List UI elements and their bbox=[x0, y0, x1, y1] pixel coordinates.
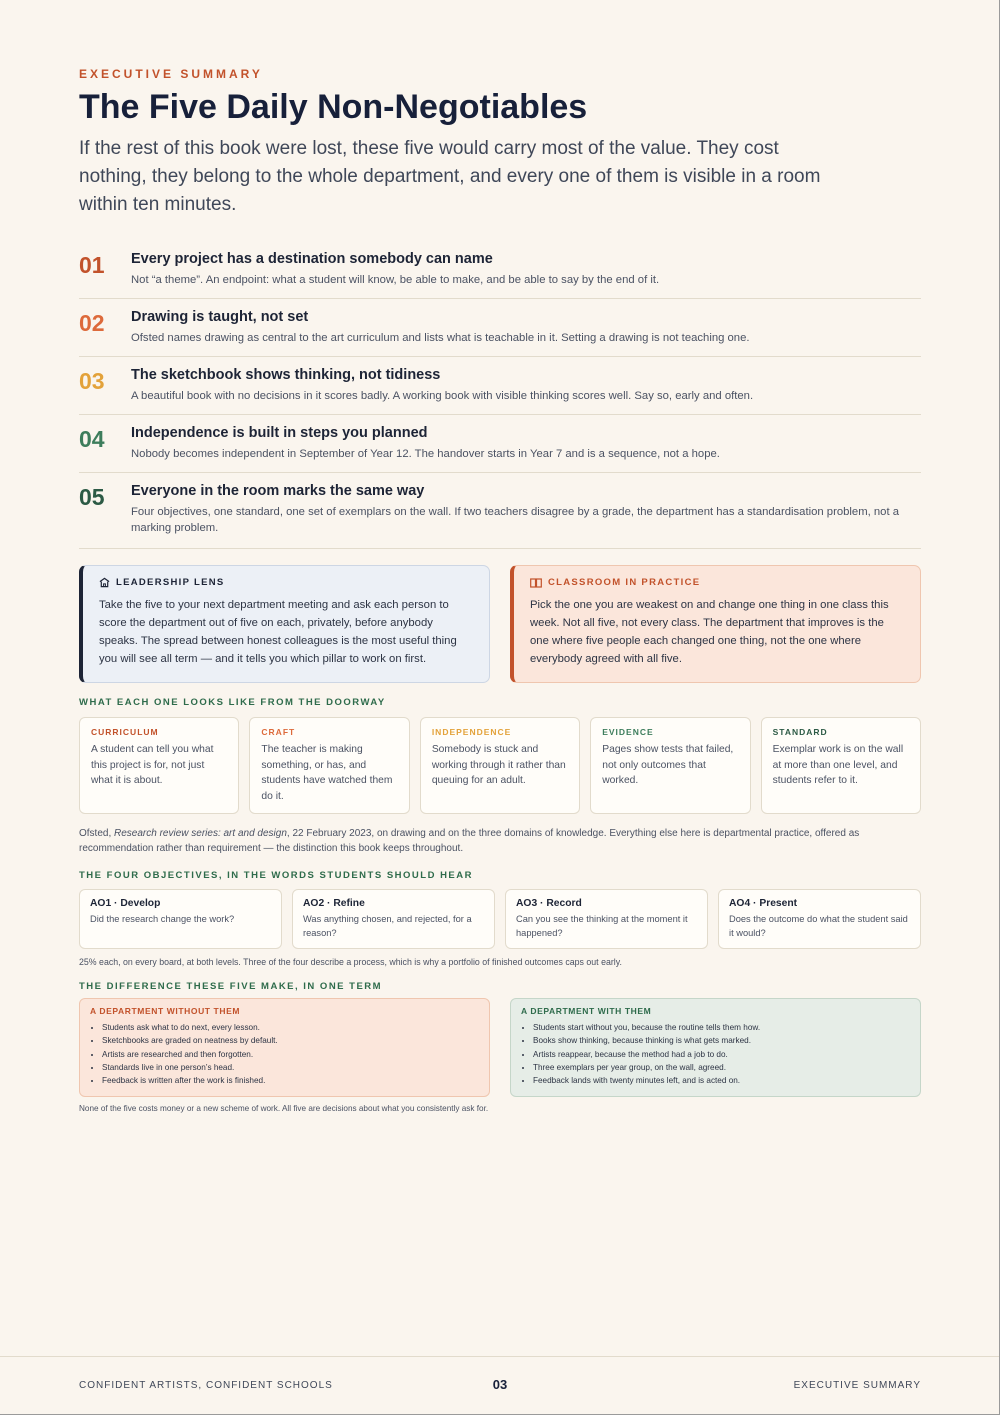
pillar-title: The sketchbook shows thinking, not tidiness bbox=[131, 367, 441, 383]
list-item: • Students ask what to do next, every lesson. bbox=[102, 1021, 479, 1034]
footer-book-title: CONFIDENT ARTISTS, CONFIDENT SCHOOLS bbox=[79, 1380, 333, 1391]
list-item: • Students start without you, because the routine tells them how. bbox=[533, 1021, 910, 1034]
source-note-suffix: , 22 February 2023, on drawing and on the three domains of knowledge. Everything else here is departmental practice, offered as recommendation rather than requirement — the distinction this book keeps throughout. bbox=[79, 828, 860, 854]
with-list bbox=[521, 1021, 910, 1087]
page-title: The Five Daily Non-Negotiables bbox=[79, 88, 588, 126]
without-heading: A DEPARTMENT WITHOUT THEM bbox=[90, 1006, 241, 1016]
doorway-cards bbox=[79, 717, 921, 814]
list-item: • Three exemplars per year group, on the wall, agreed. bbox=[533, 1061, 910, 1074]
pillar-text: A beautiful book with no decisions in it scores badly. A working book with visible thinking scores well. Say so, early and often. bbox=[131, 390, 754, 402]
pillar-number: 01 bbox=[79, 252, 105, 278]
objective-title: AO3 · Record bbox=[516, 898, 582, 909]
pillar-title: Drawing is taught, not set bbox=[131, 309, 309, 325]
pillar-item bbox=[79, 473, 921, 549]
pillar-title: Everyone in the room marks the same way bbox=[131, 483, 425, 499]
difference-heading: THE DIFFERENCE THESE FIVE MAKE, IN ONE TERM bbox=[79, 981, 383, 992]
classroom-practice-text: Pick the one you are weakest on and change one thing in one class this week. Not all five, not every class. The department that improves is the one where five people each changed one thing, not the one where everybody agreed with all five. bbox=[530, 599, 889, 665]
doorway-card bbox=[79, 717, 239, 814]
objective-card bbox=[292, 889, 495, 949]
doorway-card-label: CRAFT bbox=[261, 727, 296, 737]
pillar-text: Nobody becomes independent in September of Year 12. The handover starts in Year 7 and is a sequence, not a hope. bbox=[131, 448, 720, 460]
doorway-card-label: EVIDENCE bbox=[602, 727, 654, 737]
objective-card bbox=[718, 889, 921, 949]
pillar-title: Independence is built in steps you planned bbox=[131, 425, 428, 441]
classroom-practice-box bbox=[510, 565, 921, 683]
doorway-card-text: A student can tell you what this project is for, not just what it is about. bbox=[91, 744, 214, 786]
list-item: • Feedback lands with twenty minutes left, and is acted on. bbox=[533, 1074, 910, 1087]
pillar-title: Every project has a destination somebody can name bbox=[131, 251, 493, 267]
doorway-card-label: STANDARD bbox=[772, 727, 828, 737]
doorway-card bbox=[590, 717, 750, 814]
book-icon bbox=[530, 578, 542, 588]
objectives-note: 25% each, on every board, at both levels. Three of the four describe a process, which is why a portfolio of finished outcomes caps out early. bbox=[79, 957, 622, 967]
doorway-card-text: The teacher is making something, or has, and students have watched them do it. bbox=[261, 744, 393, 802]
difference-note: None of the five costs money or a new scheme of work. All five are decisions about what you consistently ask for. bbox=[79, 1104, 489, 1114]
with-heading: A DEPARTMENT WITH THEM bbox=[521, 1006, 652, 1016]
building-icon bbox=[99, 577, 110, 588]
section-kicker: EXECUTIVE SUMMARY bbox=[79, 67, 263, 81]
pillar-body bbox=[131, 423, 921, 462]
list-item: • Books show thinking, because thinking is what gets marked. bbox=[533, 1034, 910, 1047]
with-box bbox=[510, 998, 921, 1097]
list-item: • Artists are researched and then forgotten. bbox=[102, 1048, 479, 1061]
objective-text: Was anything chosen, and rejected, for a reason? bbox=[303, 914, 472, 938]
classroom-practice-heading bbox=[530, 577, 904, 588]
pillar-body bbox=[131, 365, 921, 404]
source-note bbox=[79, 826, 921, 856]
doorway-card-label: INDEPENDENCE bbox=[431, 727, 512, 737]
pillar-number: 05 bbox=[79, 484, 105, 510]
objective-title: AO1 · Develop bbox=[90, 898, 161, 909]
pillar-item bbox=[79, 241, 921, 299]
doorway-card bbox=[420, 717, 580, 814]
objective-title: AO4 · Present bbox=[729, 898, 798, 909]
objective-title: AO2 · Refine bbox=[303, 898, 365, 909]
pillar-list bbox=[79, 241, 921, 549]
objectives-heading: THE FOUR OBJECTIVES, IN THE WORDS STUDENTS SHOULD HEAR bbox=[79, 870, 473, 881]
doorway-card bbox=[249, 717, 409, 814]
objective-card bbox=[505, 889, 708, 949]
doorway-card-text: Exemplar work is on the wall at more than one level, and students refer to it. bbox=[772, 744, 904, 786]
leadership-lens-label: LEADERSHIP LENS bbox=[116, 577, 225, 588]
pillar-number: 02 bbox=[79, 310, 105, 336]
objective-text: Does the outcome do what the student said it would? bbox=[729, 914, 908, 938]
without-box bbox=[79, 998, 490, 1097]
list-item: • Artists reappear, because the method had a job to do. bbox=[533, 1048, 910, 1061]
list-item: • Sketchbooks are graded on neatness by default. bbox=[102, 1034, 479, 1047]
pillar-body bbox=[131, 307, 921, 346]
pillar-item bbox=[79, 357, 921, 415]
pillar-item bbox=[79, 299, 921, 357]
comparison-boxes bbox=[79, 998, 921, 1097]
classroom-practice-label: CLASSROOM IN PRACTICE bbox=[548, 577, 701, 588]
leadership-lens-text: Take the five to your next department meeting and ask each person to score the department out of five on each, privately, before anybody speaks. The spread between honest colleagues is the most useful thing you will see all term — and it tells you which pillar to work on first. bbox=[99, 599, 457, 665]
source-note-prefix: Ofsted, bbox=[79, 828, 115, 839]
lede-paragraph: If the rest of this book were lost, these five would carry most of the value. They cost nothing, they belong to the whole department, and every one of them is visible in a room within ten minutes. bbox=[79, 138, 821, 215]
leadership-lens-heading bbox=[99, 577, 473, 588]
without-list bbox=[90, 1021, 479, 1087]
footer-section-title: EXECUTIVE SUMMARY bbox=[793, 1380, 921, 1391]
pillar-number: 04 bbox=[79, 426, 105, 452]
leadership-lens-box bbox=[79, 565, 490, 683]
source-note-title: Research review series: art and design bbox=[114, 828, 287, 839]
objective-card bbox=[79, 889, 282, 949]
pillar-text: Not “a theme”. An endpoint: what a student will know, be able to make, and be able to say by the end of it. bbox=[131, 274, 660, 286]
callout-boxes bbox=[79, 565, 921, 683]
objective-cards bbox=[79, 889, 921, 949]
page-footer bbox=[0, 1356, 1000, 1415]
doorway-heading: WHAT EACH ONE LOOKS LIKE FROM THE DOORWAY bbox=[79, 697, 386, 708]
doorway-card-text: Pages show tests that failed, not only outcomes that worked. bbox=[602, 744, 734, 786]
objective-text: Can you see the thinking at the moment it happened? bbox=[516, 914, 688, 938]
pillar-item bbox=[79, 415, 921, 473]
doorway-card-text: Somebody is stuck and working through it rather than queuing for an adult. bbox=[431, 744, 566, 786]
doorway-card-label: CURRICULUM bbox=[91, 727, 159, 737]
pillar-text: Four objectives, one standard, one set of exemplars on the wall. If two teachers disagree by a grade, the department has a standardisation problem, not a marking problem. bbox=[131, 506, 900, 534]
main-content bbox=[79, 64, 921, 1113]
pillar-text: Ofsted names drawing as central to the art curriculum and lists what is teachable in it. Setting a drawing is not teaching one. bbox=[131, 332, 750, 344]
list-item: • Standards live in one person’s head. bbox=[102, 1061, 479, 1074]
pillar-body bbox=[131, 481, 921, 536]
page-number: 03 bbox=[492, 1377, 508, 1392]
list-item: • Feedback is written after the work is finished. bbox=[102, 1074, 479, 1087]
doorway-card bbox=[761, 717, 921, 814]
pillar-body bbox=[131, 249, 921, 288]
objective-text: Did the research change the work? bbox=[90, 914, 235, 924]
pillar-number: 03 bbox=[79, 368, 105, 394]
